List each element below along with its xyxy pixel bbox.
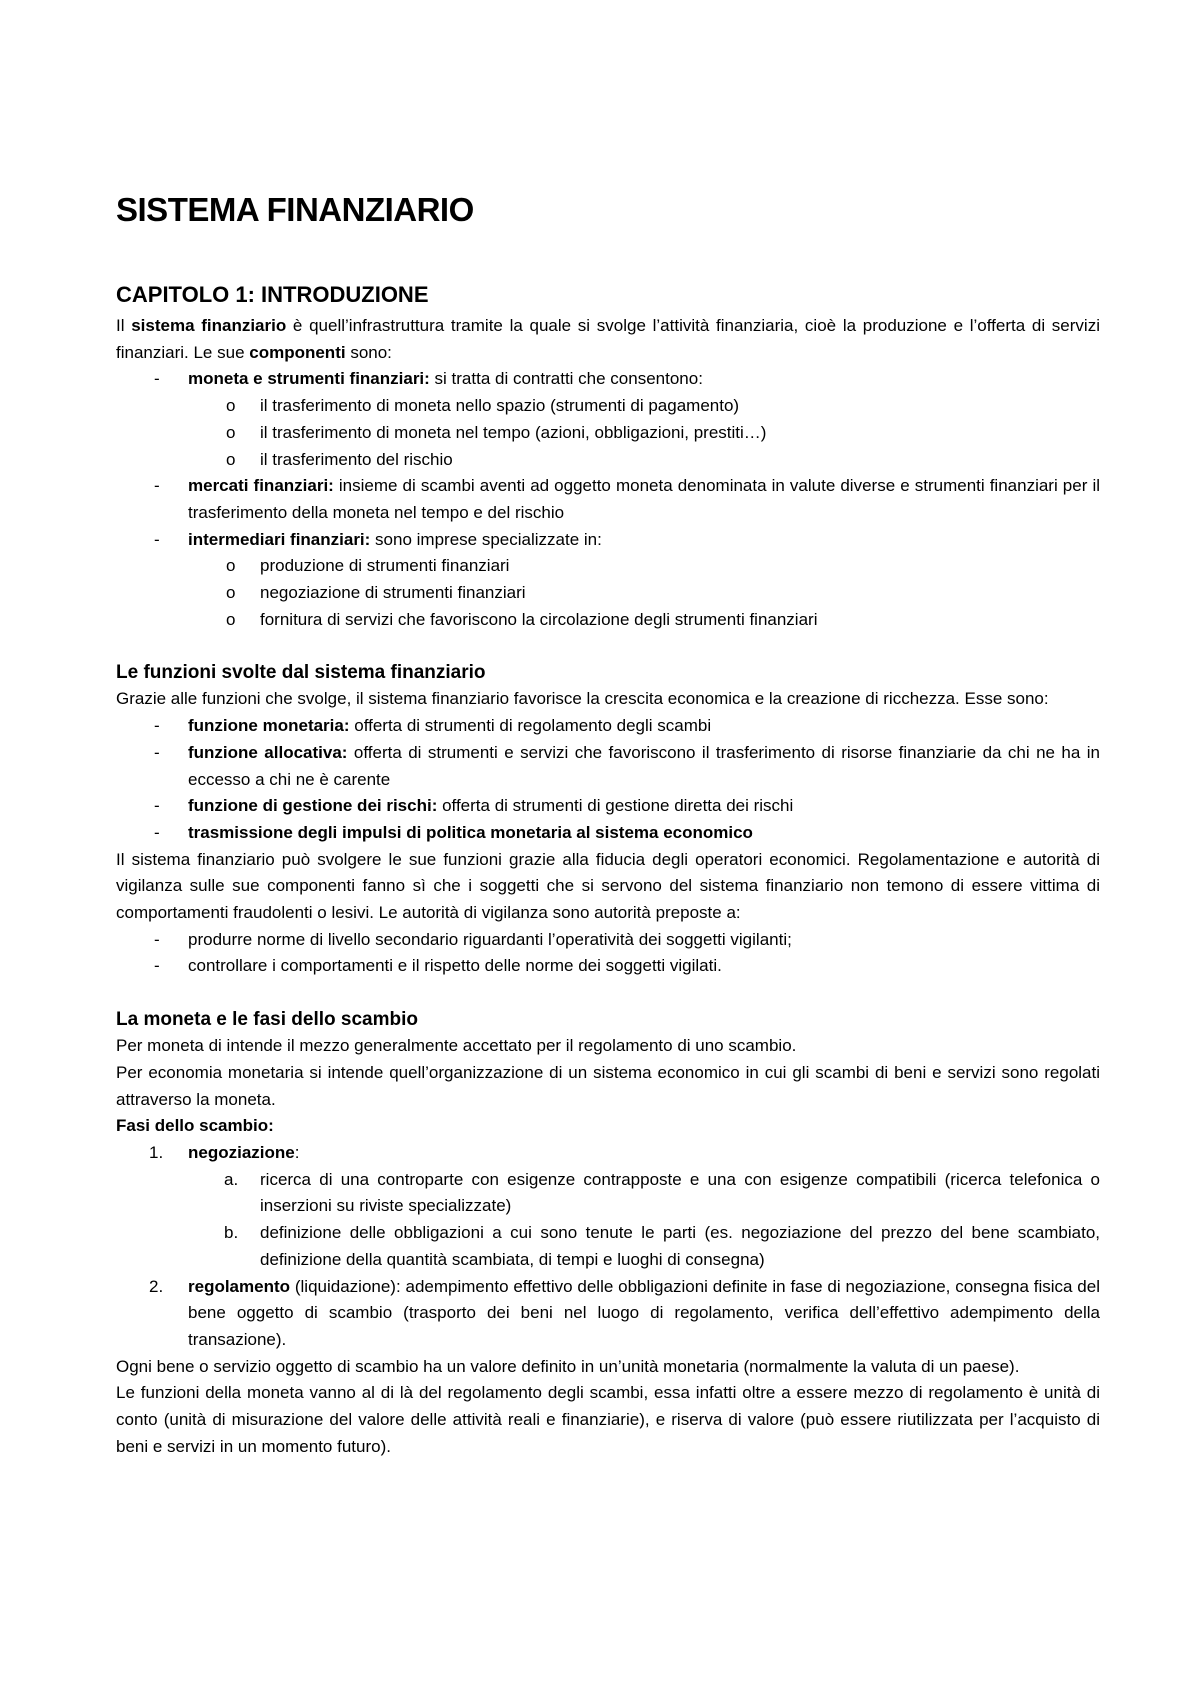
chapter-intro: Il sistema finanziario è quell’infrastruttura tramite la quale si svolge l’attività finanziaria, cioè la produzione e l’offerta di servizi finanziari. Le sue componenti sono: <box>116 316 1100 362</box>
list-item: o fornitura di servizi che favoriscono la circolazione degli strumenti finanziari <box>226 609 818 629</box>
list-item: - funzione monetaria: offerta di strumenti di regolamento degli scambi <box>154 716 712 736</box>
money-paragraph-1: Per moneta di intende il mezzo generalmente accettato per il regolamento di uno scambio. <box>116 1036 797 1056</box>
document-title: SISTEMA FINANZIARIO <box>116 191 474 228</box>
functions-intro: Grazie alle funzioni che svolge, il sistema finanziario favorisce la crescita economica e la creazione di ricchezza. Esse sono: <box>116 689 1049 709</box>
list-item: - intermediari finanziari: sono imprese specializzate in: o produzione di strumenti finanziari o negoziazione di strumenti finanziari o fornitura di servizi che favoriscono la circolazione degli strumenti finanziari <box>116 527 1100 634</box>
list-item: a. ricerca di una controparte con esigenze contrapposte e una con esigenze compatibili (ricerca telefonica o inserzioni su riviste specializzate) <box>224 1169 1100 1216</box>
list-item: o il trasferimento di moneta nello spazio (strumenti di pagamento) <box>226 396 740 416</box>
phases-list <box>116 1140 1100 1354</box>
list-item: - moneta e strumenti finanziari: si tratta di contratti che consentono: o il trasferimento di moneta nello spazio (strumenti di pagamento) o il trasferimento di moneta nel tempo (azioni, obbligazioni, prestiti…) o il trasferimento del rischio <box>116 366 1100 473</box>
list-item: - produrre norme di livello secondario riguardanti l’operatività dei soggetti vigilanti; <box>154 929 792 949</box>
list-item: o produzione di strumenti finanziari <box>226 556 510 576</box>
list-item: o il trasferimento di moneta nel tempo (azioni, obbligazioni, prestiti…) <box>226 422 767 442</box>
components-list <box>116 366 1100 633</box>
money-paragraph-2: Per economia monetaria si intende quell’organizzazione di un sistema economico in cui gli scambi di beni e servizi sono regolati attraverso la moneta. <box>116 1062 1100 1109</box>
functions-paragraph: Il sistema finanziario può svolgere le sue funzioni grazie alla fiducia degli operatori economici. Regolamentazione e autorità di vigilanza sulle sue componenti fanno sì che i soggetti che si servono del sistema finanziario non temono di essere vittima di comportamenti fraudolenti o lesivi. Le autorità di vigilanza sono autorità preposte a: <box>116 849 1100 923</box>
section-title-money: La moneta e le fasi dello scambio <box>116 1009 418 1031</box>
section-title-functions: Le funzioni svolte dal sistema finanziario <box>116 662 486 684</box>
list-item: b. definizione delle obbligazioni a cui sono tenute le parti (es. negoziazione del prezzo del bene scambiato, definizione della quantità scambiata, di tempi e luoghi di consegna) <box>224 1223 1100 1269</box>
list-item: 1. negoziazione: a. ricerca di una controparte con esigenze contrapposte e una con esigenze compatibili (ricerca telefonica o inserzioni su riviste specializzate) b. definizione delle obbligazioni a cui sono tenute le parti (es. negoziazione del prezzo del bene scambiato, definizione della quantità scambiata, di tempi e luoghi di consegna) <box>116 1140 1100 1274</box>
list-item: - mercati finanziari: insieme di scambi aventi ad oggetto moneta denominata in valute diverse e strumenti finanziari per il trasferimento della moneta nel tempo e del rischio <box>154 476 1100 522</box>
list-item: 2. regolamento (liquidazione): adempimento effettivo delle obbligazioni definite in fase di negoziazione, consegna fisica del bene oggetto di scambio (trasporto dei beni nel luogo di regolamento, verifica dell’effettivo adempimento della transazione). <box>149 1276 1100 1349</box>
money-paragraph-4: Le funzioni della moneta vanno al di là del regolamento degli scambi, essa infatti oltre a essere mezzo di regolamento è unità di conto (unità di misurazione del valore delle attività reali e finanziarie), e riserva di valore (può essere riutilizzata per l’acquisto di beni e servizi in un momento futuro). <box>116 1383 1100 1456</box>
phases-label: Fasi dello scambio: <box>116 1116 274 1136</box>
authority-list <box>116 927 1100 980</box>
money-paragraph-3: Ogni bene o servizio oggetto di scambio ha un valore definito in un’unità monetaria (normalmente la valuta di un paese). <box>116 1356 1020 1376</box>
list-item: o il trasferimento del rischio <box>226 449 453 469</box>
list-item: - trasmissione degli impulsi di politica monetaria al sistema economico <box>154 822 753 842</box>
functions-list <box>116 713 1100 847</box>
list-item: - funzione di gestione dei rischi: offerta di strumenti di gestione diretta dei rischi <box>154 796 794 816</box>
list-item: o negoziazione di strumenti finanziari <box>226 583 526 603</box>
list-item: - funzione allocativa: offerta di strumenti e servizi che favoriscono il trasferimento di risorse finanziarie da chi ne ha in eccesso a chi ne è carente <box>154 742 1101 789</box>
chapter-title: CAPITOLO 1: INTRODUZIONE <box>116 282 429 307</box>
list-item: - controllare i comportamenti e il rispetto delle norme dei soggetti vigilati. <box>154 956 722 976</box>
